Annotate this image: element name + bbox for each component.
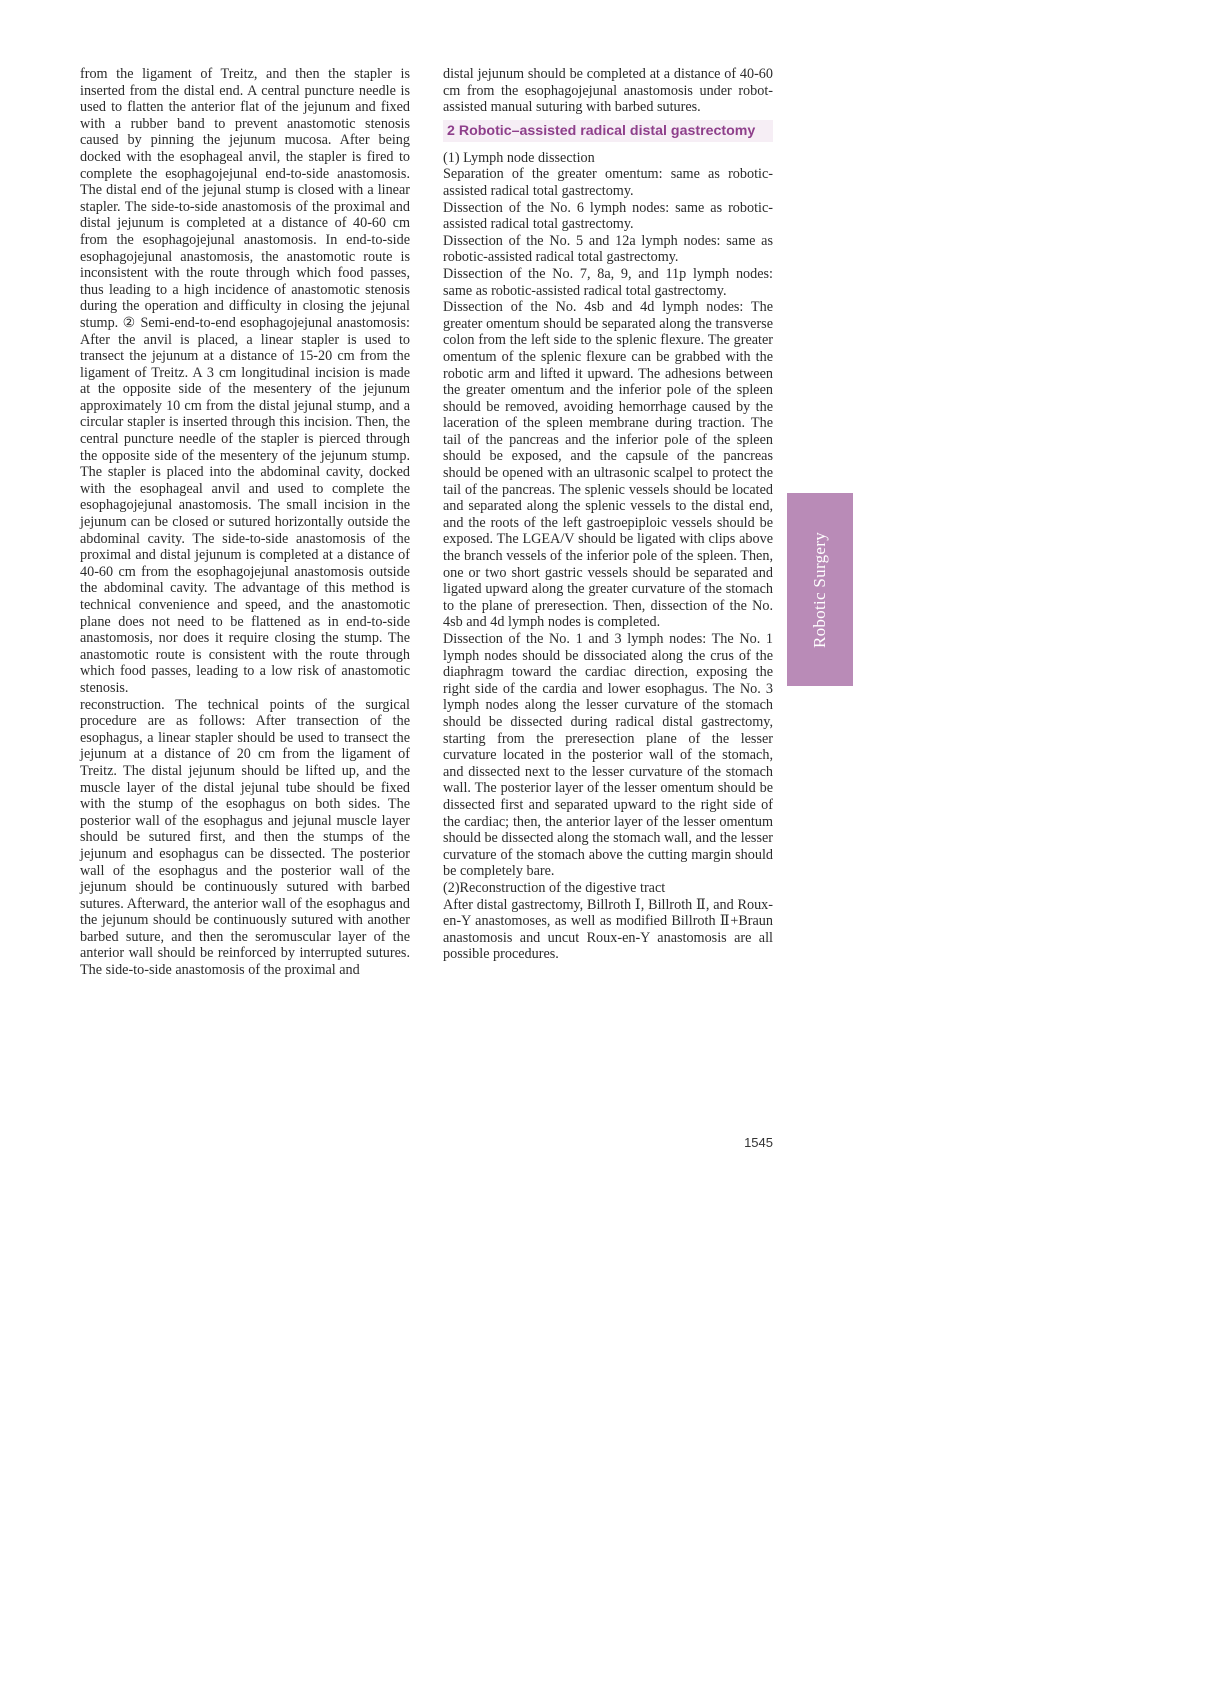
body-paragraph: reconstruction. The technical points of the surgical procedure are as follows: After transection of the esophagus, a linear stapler should be used to transect the jejunum at a distance of 20 cm from the ligament of Treitz. The distal jejunum should be lifted up, and the muscle layer of the distal jejunal tube should be fixed with the stump of the esophagus on both sides. The posterior wall of the esophagus and jejunal muscle layer should be sutured first, and then the stumps of the jejunum and esophagus can be dissected. The posterior wall of the esophagus and the posterior wall of the jejunum should be continuously sutured with barbed sutures. Afterward, the anterior wall of the esophagus and the jejunum should be continuously sutured with another barbed suture, and then the seromuscular layer of the anterior wall should be reinforced by interrupted sutures. The side-to-side anastomosis of the proximal and — [80, 696, 410, 979]
body-paragraph: Dissection of the No. 6 lymph nodes: same as robotic-assisted radical total gastrectomy. — [443, 199, 773, 233]
body-paragraph: Dissection of the No. 1 and 3 lymph nodes: The No. 1 lymph nodes should be dissociated along the crus of the diaphragm toward the cardiac direction, exposing the right side of the cardia and lower esophagus. The No. 3 lymph nodes along the lesser curvature of the stomach should be dissected during radical distal gastrectomy, starting from the preresection plane of the lesser curvature located in the posterior wall of the stomach, and dissected next to the lesser curvature of the stomach wall. The posterior layer of the lesser omentum should be dissected first and separated upward to the right side of the cardiac; then, the anterior layer of the lesser omentum should be dissected along the stomach wall, and the lesser curvature of the stomach above the cutting margin should be completely bare. — [443, 631, 773, 880]
side-tab-label: Robotic Surgery — [810, 531, 830, 648]
left-column — [80, 66, 410, 979]
body-paragraph: Dissection of the No. 7, 8a, 9, and 11p lymph nodes: same as robotic-assisted radical total gastrectomy. — [443, 265, 773, 299]
body-paragraph: distal jejunum should be completed at a distance of 40-60 cm from the esophagojejunal anastomosis under robot-assisted manual suturing with barbed sutures. — [443, 66, 773, 116]
body-paragraph: After distal gastrectomy, Billroth Ⅰ, Billroth Ⅱ, and Roux-en-Y anastomoses, as well as modified Billroth Ⅱ+Braun anastomosis and uncut Roux-en-Y anastomosis are all possible procedures. — [443, 896, 773, 963]
chapter-side-tab — [787, 493, 853, 686]
page-number: 1545 — [744, 1135, 773, 1150]
body-paragraph: Dissection of the No. 4sb and 4d lymph nodes: The greater omentum should be separated along the transverse colon from the left side to the splenic flexure. The greater omentum of the splenic flexure can be grabbed with the robotic arm and lifted it upward. The adhesions between the greater omentum and the inferior pole of the spleen should be removed, avoiding hemorrhage caused by the laceration of the spleen membrane during traction. The tail of the pancreas and the inferior pole of the spleen should be exposed, and the capsule of the pancreas should be opened with an ultrasonic scalpel to protect the tail of the pancreas. The splenic vessels should be located and separated along the splenic vessels to the distal end, and the roots of the left gastroepiploic vessels should be exposed. The LGEA/V should be ligated with clips above the branch vessels of the inferior pole of the spleen. Then, one or two short gastric vessels should be separated and ligated upward along the greater curvature of the stomach to the plane of preresection. Then, dissection of the No. 4sb and 4d lymph nodes is completed. — [443, 299, 773, 631]
body-paragraph: Separation of the greater omentum: same as robotic-assisted radical total gastrectomy. — [443, 166, 773, 199]
body-paragraph: (2)Reconstruction of the digestive tract — [443, 879, 666, 896]
section-heading: 2 Robotic–assisted radical distal gastrectomy — [443, 120, 773, 142]
right-column — [443, 66, 773, 963]
body-paragraph: from the ligament of Treitz, and then the stapler is inserted from the distal end. A central puncture needle is used to flatten the anterior flat of the jejunum and fixed with a rubber band to prevent anastomotic stenosis caused by pinning the jejunum mucosa. After being docked with the esophageal anvil, the stapler is fired to complete the esophagojejunal end-to-side anastomosis. The distal end of the jejunal stump is closed with a linear stapler. The side-to-side anastomosis of the proximal and distal jejunum is completed at a distance of 40-60 cm from the esophagojejunal anastomosis. In end-to-side esophagojejunal anastomosis, the anastomotic route is inconsistent with the route through which food passes, thus leading to a high incidence of anastomotic stenosis during the operation and difficulty in closing the jejunal stump. ② Semi-end-to-end esophagojejunal anastomosis: After the anvil is placed, a linear stapler is used to transect the jejunum at a distance of 15-20 cm from the ligament of Treitz. A 3 cm longitudinal incision is made at the opposite side of the mesentery of the jejunum approximately 10 cm from the distal jejunal stump, and a circular stapler is inserted through this incision. Then, the central puncture needle of the stapler is pierced through the opposite side of the mesentery of the jejunum stump. The stapler is placed into the abdominal cavity, docked with the esophageal anvil and used to complete the esophagojejunal anastomosis. The small incision in the jejunum can be closed or sutured horizontally outside the abdominal cavity. The side-to-side anastomosis of the proximal and distal jejunum is completed at a distance of 40-60 cm from the esophagojejunal anastomosis outside the abdominal cavity. The advantage of this method is technical convenience and speed, and the anastomotic plane does not need to be flattened as in end-to-side anastomosis, nor does it require closing the stump. The anastomotic route is consistent with the route through which food passes, leading to a low risk of anastomotic stenosis. — [80, 66, 410, 696]
body-paragraph: Dissection of the No. 5 and 12a lymph nodes: same as robotic-assisted radical total gastrectomy. — [443, 232, 773, 266]
body-paragraph: (1) Lymph node dissection — [443, 149, 595, 166]
